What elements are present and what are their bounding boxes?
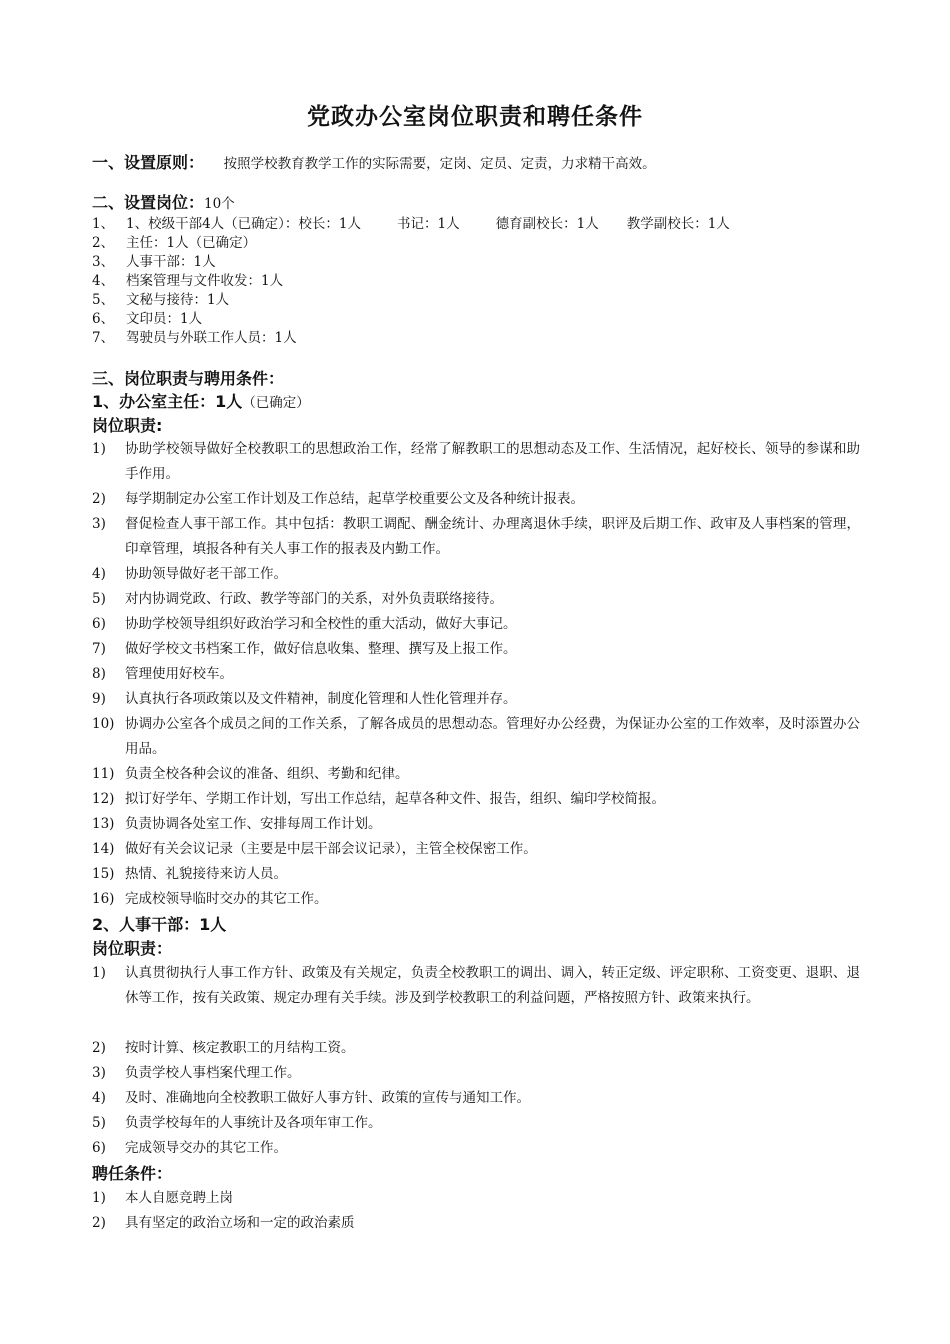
item-number: 4) xyxy=(92,1090,106,1106)
item-text: 督促检查人事干部工作。其中包括：教职工调配、酬金统计、办理离退休手续，职评及后期工作、政审及人事档案的管理，印章管理，填报各种有关人事工作的报表及内勤工作。 xyxy=(125,516,860,557)
item-text: 做好有关会议记录（主要是中层干部会议记录），主管全校保密工作。 xyxy=(125,841,537,857)
list-item xyxy=(92,512,860,562)
item-number: 9) xyxy=(92,691,106,707)
list-item xyxy=(92,887,860,912)
item-text: 对内协调党政、行政、教学等部门的关系，对外负责联络接待。 xyxy=(125,591,503,607)
section-heading: 二、设置岗位： xyxy=(92,193,205,212)
subsection-title: 1、办公室主任：1人 xyxy=(92,392,243,411)
item-text: 完成领导交办的其它工作。 xyxy=(125,1140,287,1156)
position-line xyxy=(92,269,283,289)
item-number: 2) xyxy=(92,491,106,507)
item-text: 协调办公室各个成员之间的工作关系，了解各成员的思想动态。管理好办公经费，为保证办公室的工作效率，及时添置办公用品。 xyxy=(125,716,860,757)
list-item xyxy=(92,487,860,512)
list-item xyxy=(92,1036,860,1061)
item-text: 完成校领导临时交办的其它工作。 xyxy=(125,891,328,907)
item-text: 负责协调各处室工作、安排每周工作计划。 xyxy=(125,816,382,832)
item-text: 做好学校文书档案工作，做好信息收集、整理、撰写及上报工作。 xyxy=(125,641,517,657)
item-number: 1) xyxy=(92,1190,106,1206)
item-text: 按时计算、核定教职工的月结构工资。 xyxy=(125,1040,355,1056)
item-text: 协助领导做好老干部工作。 xyxy=(125,566,287,582)
position-text: 文秘与接待：1人 xyxy=(126,292,230,308)
list-item xyxy=(92,961,860,1011)
position-part: 教学副校长：1人 xyxy=(626,216,730,232)
item-number: 3、 xyxy=(92,254,115,270)
position-line xyxy=(92,307,202,327)
list-item xyxy=(92,712,860,762)
page-title: 党政办公室岗位职责和聘任条件 xyxy=(307,104,643,130)
list-item xyxy=(92,1211,860,1236)
position-part: 1、校级干部4人（已确定）：校长：1人 xyxy=(126,216,362,232)
list-item xyxy=(92,787,860,812)
list-item xyxy=(92,437,860,487)
item-number: 3) xyxy=(92,1065,106,1081)
item-number: 5、 xyxy=(92,292,115,308)
position-line xyxy=(92,326,297,346)
item-number: 1) xyxy=(92,965,106,981)
item-number: 11) xyxy=(92,766,115,782)
duties-heading: 岗位职责: xyxy=(92,416,163,435)
item-number: 3) xyxy=(92,516,106,532)
item-text: 负责全校各种会议的准备、组织、考勤和纪律。 xyxy=(125,766,409,782)
item-number: 14) xyxy=(92,841,115,857)
item-number: 1) xyxy=(92,441,106,457)
item-number: 4) xyxy=(92,566,106,582)
item-number: 13) xyxy=(92,816,115,832)
list-item xyxy=(92,1111,860,1136)
item-number: 5) xyxy=(92,1115,106,1131)
item-number: 10) xyxy=(92,716,115,732)
position-text: 文印员：1人 xyxy=(126,311,203,327)
position-text: 驾驶员与外联工作人员：1人 xyxy=(126,330,297,346)
item-number: 7) xyxy=(92,641,106,657)
item-text: 协助学校领导做好全校教职工的思想政治工作，经常了解教职工的思想动态及工作、生活情况，起好校长、领导的参谋和助手作用。 xyxy=(125,441,860,482)
duties-heading: 岗位职责： xyxy=(92,939,173,958)
conditions-heading: 聘任条件： xyxy=(92,1164,173,1183)
position-line xyxy=(92,250,216,270)
subsection-note: （已确定） xyxy=(242,395,310,411)
item-number: 4、 xyxy=(92,273,115,289)
list-item xyxy=(92,1061,860,1086)
item-number: 2) xyxy=(92,1215,106,1231)
position-part: 德育副校长：1人 xyxy=(495,216,599,232)
section-text: 按照学校教育教学工作的实际需要，定岗、定员、定责，力求精干高效。 xyxy=(223,156,656,172)
item-number: 6) xyxy=(92,616,106,632)
section-heading: 一、设置原则： xyxy=(92,153,205,172)
item-number: 12) xyxy=(92,791,115,807)
item-number: 7、 xyxy=(92,330,115,346)
section-duties xyxy=(92,366,284,389)
item-text: 本人自愿竞聘上岗 xyxy=(125,1190,233,1206)
item-text: 及时、准确地向全校教职工做好人事方针、政策的宣传与通知工作。 xyxy=(125,1090,530,1106)
item-text: 每学期制定办公室工作计划及工作总结，起草学校重要公文及各种统计报表。 xyxy=(125,491,584,507)
position-line xyxy=(92,231,256,251)
list-item xyxy=(92,812,860,837)
item-number: 2、 xyxy=(92,235,115,251)
list-item xyxy=(92,612,860,637)
position-count: 10个 xyxy=(204,196,235,212)
subsection-hr xyxy=(92,912,226,935)
item-text: 负责学校人事档案代理工作。 xyxy=(125,1065,301,1081)
section-principle xyxy=(92,150,656,173)
item-number: 6) xyxy=(92,1140,106,1156)
position-line xyxy=(92,212,730,232)
item-text: 管理使用好校车。 xyxy=(125,666,233,682)
list-item xyxy=(92,1186,860,1211)
position-text: 档案管理与文件收发：1人 xyxy=(126,273,284,289)
list-item xyxy=(92,1136,860,1161)
item-text: 协助学校领导组织好政治学习和全校性的重大活动，做好大事记。 xyxy=(125,616,517,632)
list-item xyxy=(92,637,860,662)
item-text: 拟订好学年、学期工作计划，写出工作总结，起草各种文件、报告，组织、编印学校简报。 xyxy=(125,791,665,807)
list-item xyxy=(92,562,860,587)
item-number: 5) xyxy=(92,591,106,607)
item-number: 16) xyxy=(92,891,115,907)
item-number: 2) xyxy=(92,1040,106,1056)
item-text: 认真贯彻执行人事工作方针、政策及有关规定，负责全校教职工的调出、调入，转正定级、评定职称、工资变更、退职、退休等工作，按有关政策、规定办理有关手续。涉及到学校教职工的利益问题，严格按照方针、政策来执行。 xyxy=(125,965,860,1006)
list-item xyxy=(92,662,860,687)
section-heading: 三、岗位职责与聘用条件： xyxy=(92,369,285,388)
item-text: 热情、礼貌接待来访人员。 xyxy=(125,866,287,882)
item-text: 认真执行各项政策以及文件精神，制度化管理和人性化管理并存。 xyxy=(125,691,517,707)
item-text: 具有坚定的政治立场和一定的政治素质 xyxy=(125,1215,355,1231)
list-item xyxy=(92,587,860,612)
item-number: 8) xyxy=(92,666,106,682)
subsection-director xyxy=(92,389,310,412)
list-item xyxy=(92,837,860,862)
item-number: 15) xyxy=(92,866,115,882)
item-number: 6、 xyxy=(92,311,115,327)
item-text: 负责学校每年的人事统计及各项年审工作。 xyxy=(125,1115,382,1131)
position-text: 人事干部：1人 xyxy=(126,254,216,270)
section-positions xyxy=(92,190,235,213)
list-item xyxy=(92,687,860,712)
item-number: 1、 xyxy=(92,216,115,232)
list-item xyxy=(92,862,860,887)
list-item xyxy=(92,1086,860,1111)
position-line xyxy=(92,288,229,308)
subsection-title: 2、人事干部：1人 xyxy=(92,915,227,934)
position-text: 主任：1人（已确定） xyxy=(126,235,257,251)
position-part: 书记：1人 xyxy=(397,216,460,232)
list-item xyxy=(92,762,860,787)
